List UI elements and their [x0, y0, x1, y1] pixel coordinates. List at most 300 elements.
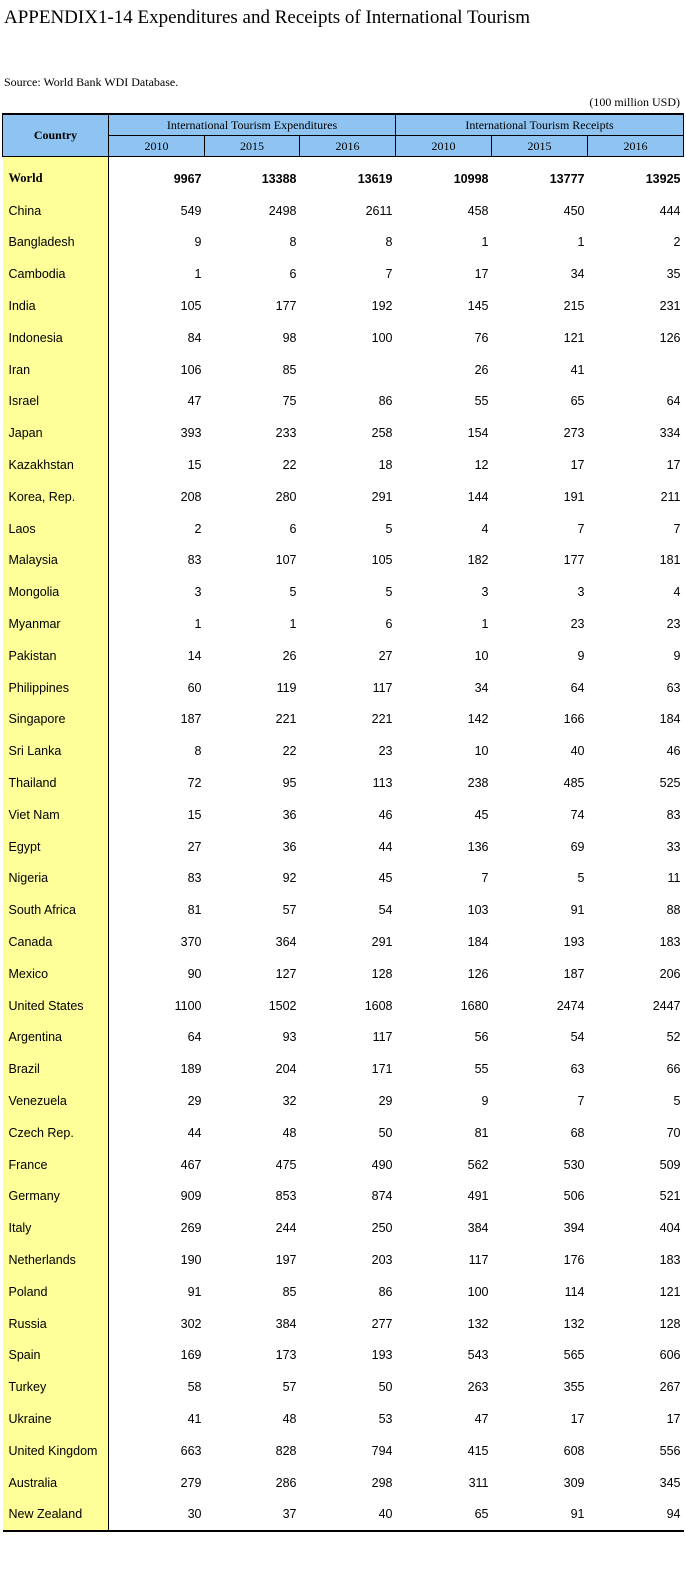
value-cell: 107 — [275, 553, 297, 568]
country-cell: Iran — [3, 354, 109, 386]
value-cell: 4 — [481, 521, 489, 536]
table-row — [3, 1053, 684, 1085]
table-row — [3, 157, 684, 195]
value-cell: 171 — [371, 1062, 393, 1077]
value-cell: 6 — [385, 617, 393, 632]
value-cell: 444 — [659, 203, 681, 218]
value-cell: 345 — [659, 1475, 681, 1490]
country-cell: Israel — [3, 386, 109, 418]
value-cell: 291 — [371, 489, 393, 504]
value-cell: 34 — [474, 680, 489, 695]
value-cell: 384 — [275, 1316, 297, 1331]
value-cell: 48 — [282, 1411, 297, 1426]
value-cell: 23 — [666, 617, 681, 632]
value-cell: 184 — [659, 712, 681, 727]
value-cell: 58 — [187, 1380, 202, 1395]
value-cell: 142 — [467, 712, 489, 727]
value-cell: 286 — [275, 1475, 297, 1490]
value-cell: 12 — [474, 458, 489, 473]
country-cell: Singapore — [3, 704, 109, 736]
value-cell: 113 — [372, 776, 393, 791]
country-cell: Myanmar — [3, 608, 109, 640]
table-row — [3, 1022, 684, 1054]
value-cell: 5 — [385, 585, 393, 600]
country-cell: Argentina — [3, 1022, 109, 1054]
value-cell: 173 — [275, 1348, 297, 1363]
value-cell: 14 — [187, 648, 202, 663]
value-cell: 106 — [180, 362, 202, 377]
value-cell: 91 — [570, 1507, 585, 1522]
year-header: 2010 — [396, 136, 492, 157]
table-row — [3, 704, 684, 736]
value-cell: 191 — [563, 489, 585, 504]
country-cell: Kazakhstan — [3, 449, 109, 481]
value-cell: 1502 — [268, 998, 297, 1013]
value-cell: 66 — [666, 1062, 681, 1077]
table-row — [3, 1467, 684, 1499]
table-row — [3, 417, 684, 449]
table-row — [3, 195, 684, 227]
value-cell: 606 — [659, 1348, 681, 1363]
value-cell: 7 — [673, 521, 681, 536]
value-cell: 50 — [378, 1380, 393, 1395]
value-cell: 1680 — [460, 998, 489, 1013]
country-cell: Spain — [3, 1339, 109, 1371]
value-cell: 126 — [659, 330, 681, 345]
value-cell: 467 — [180, 1157, 202, 1172]
table-row — [3, 449, 684, 481]
value-cell: 370 — [180, 935, 202, 950]
value-cell: 83 — [666, 807, 681, 822]
value-cell: 2611 — [365, 203, 393, 218]
value-cell: 93 — [282, 1030, 297, 1045]
country-cell: Laos — [3, 513, 109, 545]
table-row — [3, 1276, 684, 1308]
value-cell: 34 — [570, 267, 585, 282]
value-cell: 91 — [187, 1284, 202, 1299]
value-cell: 44 — [187, 1125, 202, 1140]
value-cell: 197 — [275, 1252, 297, 1267]
country-cell: United States — [3, 990, 109, 1022]
country-cell: Indonesia — [3, 322, 109, 354]
value-cell: 54 — [570, 1030, 585, 1045]
value-cell: 46 — [666, 744, 681, 759]
country-cell: World — [3, 157, 109, 195]
value-cell: 48 — [282, 1125, 297, 1140]
country-cell: Pakistan — [3, 640, 109, 672]
value-cell: 94 — [666, 1507, 681, 1522]
country-cell: Korea, Rep. — [3, 481, 109, 513]
value-cell: 105 — [180, 299, 202, 314]
value-cell: 3 — [194, 585, 202, 600]
value-cell: 126 — [467, 966, 489, 981]
value-cell: 128 — [371, 966, 393, 981]
value-cell: 355 — [563, 1380, 585, 1395]
country-cell: Venezuela — [3, 1085, 109, 1117]
value-cell: 9 — [577, 648, 585, 663]
value-cell: 15 — [187, 458, 202, 473]
value-cell: 30 — [187, 1507, 202, 1522]
value-cell: 63 — [666, 680, 681, 695]
value-cell: 55 — [474, 394, 489, 409]
year-header: 2010 — [109, 136, 205, 157]
country-cell: Philippines — [3, 672, 109, 704]
table-row — [3, 608, 684, 640]
value-cell: 6 — [289, 267, 297, 282]
year-header: 2016 — [300, 136, 396, 157]
value-cell: 63 — [570, 1062, 585, 1077]
value-cell: 565 — [563, 1348, 585, 1363]
value-cell: 121 — [659, 1284, 681, 1299]
value-cell: 393 — [180, 426, 202, 441]
source-note: Source: World Bank WDI Database. — [4, 75, 179, 89]
value-cell: 258 — [371, 426, 393, 441]
value-cell: 37 — [282, 1507, 297, 1522]
value-cell: 57 — [282, 1380, 297, 1395]
table-row — [3, 1181, 684, 1213]
table-row — [3, 1117, 684, 1149]
value-cell: 121 — [563, 330, 585, 345]
value-cell: 9 — [481, 1094, 489, 1108]
value-cell: 40 — [378, 1507, 393, 1522]
value-cell: 8 — [194, 744, 202, 759]
table-row — [3, 1371, 684, 1403]
value-cell: 92 — [282, 871, 297, 886]
value-cell: 166 — [563, 712, 585, 727]
value-cell: 27 — [187, 839, 202, 854]
value-cell: 250 — [371, 1221, 393, 1236]
value-cell: 33 — [666, 839, 681, 854]
table-row — [3, 640, 684, 672]
value-cell: 18 — [378, 458, 393, 473]
value-cell: 1 — [194, 267, 202, 282]
value-cell: 215 — [563, 299, 585, 314]
value-cell: 41 — [570, 362, 585, 377]
country-cell: Australia — [3, 1467, 109, 1499]
value-cell: 525 — [659, 776, 681, 791]
value-cell: 1100 — [174, 998, 202, 1013]
value-cell: 90 — [187, 966, 202, 981]
value-cell: 233 — [275, 426, 297, 441]
value-cell: 26 — [474, 362, 489, 377]
country-cell: Nigeria — [3, 863, 109, 895]
value-cell: 556 — [659, 1443, 681, 1458]
value-cell: 117 — [468, 1252, 489, 1267]
value-cell: 562 — [467, 1157, 489, 1172]
value-cell: 114 — [564, 1284, 585, 1299]
table-row — [3, 831, 684, 863]
value-cell: 450 — [563, 203, 585, 218]
country-cell: China — [3, 195, 109, 227]
value-cell: 154 — [467, 426, 489, 441]
value-cell: 105 — [371, 553, 393, 568]
value-cell: 36 — [282, 807, 297, 822]
value-cell: 8 — [289, 235, 297, 250]
value-cell: 273 — [563, 426, 585, 441]
value-cell: 231 — [659, 299, 681, 314]
value-cell: 334 — [659, 426, 681, 441]
value-cell: 608 — [563, 1443, 585, 1458]
value-cell: 909 — [180, 1189, 202, 1204]
value-cell: 204 — [275, 1062, 297, 1077]
value-cell: 9 — [194, 235, 202, 250]
value-cell: 136 — [467, 839, 489, 854]
value-cell: 45 — [474, 807, 489, 822]
value-cell: 98 — [282, 330, 297, 345]
value-cell: 117 — [372, 680, 393, 695]
value-cell: 81 — [474, 1125, 489, 1140]
value-cell: 132 — [467, 1316, 489, 1331]
table-row — [3, 322, 684, 354]
value-cell: 74 — [570, 807, 585, 822]
value-cell: 364 — [275, 935, 297, 950]
value-cell: 27 — [378, 648, 393, 663]
value-cell: 277 — [371, 1316, 393, 1331]
table-header — [3, 114, 684, 157]
value-cell: 64 — [187, 1030, 202, 1045]
value-cell: 10 — [474, 744, 489, 759]
value-cell: 40 — [570, 744, 585, 759]
value-cell: 45 — [378, 871, 393, 886]
value-cell: 190 — [180, 1252, 202, 1267]
table-row — [3, 481, 684, 513]
value-cell: 309 — [563, 1475, 585, 1490]
country-cell: Ukraine — [3, 1403, 109, 1435]
table-row — [3, 926, 684, 958]
table-row — [3, 258, 684, 290]
value-cell: 17 — [570, 1411, 585, 1426]
value-cell: 263 — [467, 1380, 489, 1395]
country-cell: Russia — [3, 1308, 109, 1340]
value-cell: 8 — [385, 235, 393, 250]
value-cell: 169 — [180, 1348, 202, 1363]
value-cell: 85 — [282, 1284, 297, 1299]
receipts-header: International Tourism Receipts — [396, 114, 684, 136]
table-body — [3, 157, 684, 1532]
value-cell: 6 — [289, 521, 297, 536]
value-cell: 23 — [378, 744, 393, 759]
value-cell: 47 — [187, 394, 202, 409]
value-cell: 76 — [474, 330, 489, 345]
value-cell: 509 — [659, 1157, 681, 1172]
year-header: 2015 — [205, 136, 300, 157]
value-cell: 181 — [659, 553, 681, 568]
value-cell: 1 — [577, 235, 585, 250]
country-cell: South Africa — [3, 894, 109, 926]
table-row — [3, 799, 684, 831]
value-cell: 65 — [570, 394, 585, 409]
country-cell: Czech Rep. — [3, 1117, 109, 1149]
country-cell: United Kingdom — [3, 1435, 109, 1467]
value-cell: 5 — [289, 585, 297, 600]
value-cell: 68 — [570, 1125, 585, 1140]
value-cell: 221 — [371, 712, 393, 727]
value-cell: 5 — [673, 1094, 681, 1108]
value-cell: 3 — [481, 585, 489, 600]
country-cell: Egypt — [3, 831, 109, 863]
value-cell: 70 — [666, 1125, 681, 1140]
value-cell: 9967 — [173, 171, 202, 186]
value-cell: 103 — [467, 903, 489, 918]
value-cell: 183 — [659, 935, 681, 950]
value-cell: 13388 — [261, 171, 297, 186]
value-cell: 187 — [180, 712, 202, 727]
value-cell — [300, 354, 396, 386]
value-cell: 64 — [570, 680, 585, 695]
value-cell: 506 — [563, 1189, 585, 1204]
table-row — [3, 386, 684, 418]
value-cell: 238 — [467, 776, 489, 791]
table-row — [3, 1339, 684, 1371]
value-cell: 60 — [187, 680, 202, 695]
country-cell: Thailand — [3, 767, 109, 799]
unit-note: (100 million USD) — [589, 95, 680, 109]
value-cell: 128 — [659, 1316, 681, 1331]
value-cell: 50 — [378, 1125, 393, 1140]
table-row — [3, 894, 684, 926]
value-cell: 17 — [666, 458, 681, 473]
country-cell: Poland — [3, 1276, 109, 1308]
value-cell: 22 — [282, 458, 297, 473]
country-cell: Sri Lanka — [3, 735, 109, 767]
value-cell: 206 — [659, 966, 681, 981]
table-row — [3, 1308, 684, 1340]
value-cell: 75 — [282, 394, 297, 409]
value-cell: 874 — [371, 1189, 393, 1204]
table-row — [3, 576, 684, 608]
value-cell: 2 — [194, 521, 202, 536]
value-cell: 81 — [187, 903, 202, 918]
value-cell: 69 — [570, 839, 585, 854]
value-cell: 184 — [467, 935, 489, 950]
value-cell: 13925 — [645, 171, 681, 186]
value-cell: 267 — [659, 1380, 681, 1395]
value-cell: 543 — [467, 1348, 489, 1363]
value-cell: 17 — [474, 267, 489, 282]
value-cell: 176 — [563, 1252, 585, 1267]
value-cell: 7 — [385, 267, 393, 282]
value-cell: 1608 — [364, 998, 393, 1013]
value-cell: 1 — [481, 235, 489, 250]
table-row — [3, 354, 684, 386]
value-cell: 17 — [570, 458, 585, 473]
value-cell: 17 — [666, 1411, 681, 1426]
value-cell: 13777 — [549, 171, 585, 186]
table-row — [3, 1403, 684, 1435]
value-cell: 29 — [378, 1094, 393, 1108]
value-cell: 46 — [378, 807, 393, 822]
table-row — [3, 1498, 684, 1531]
value-cell: 91 — [570, 903, 585, 918]
table-row — [3, 990, 684, 1022]
value-cell: 269 — [180, 1221, 202, 1236]
value-cell: 22 — [282, 744, 297, 759]
value-cell: 5 — [577, 871, 585, 886]
value-cell: 189 — [180, 1062, 202, 1077]
value-cell: 394 — [563, 1221, 585, 1236]
value-cell: 1 — [289, 617, 297, 632]
value-cell: 88 — [666, 903, 681, 918]
value-cell: 44 — [378, 839, 393, 854]
value-cell: 35 — [666, 267, 681, 282]
country-cell: Japan — [3, 417, 109, 449]
value-cell: 26 — [282, 648, 297, 663]
value-cell: 1 — [481, 617, 489, 632]
value-cell: 5 — [385, 521, 393, 536]
country-cell: France — [3, 1149, 109, 1181]
value-cell: 10998 — [453, 171, 489, 186]
value-cell: 7 — [577, 1094, 585, 1108]
value-cell: 415 — [467, 1443, 489, 1458]
table-row — [3, 1149, 684, 1181]
value-cell: 32 — [282, 1094, 297, 1108]
value-cell: 384 — [467, 1221, 489, 1236]
value-cell: 47 — [474, 1411, 489, 1426]
country-cell: New Zealand — [3, 1498, 109, 1531]
value-cell: 298 — [371, 1475, 393, 1490]
country-cell: Germany — [3, 1181, 109, 1213]
value-cell: 57 — [282, 903, 297, 918]
table-row — [3, 1085, 684, 1117]
value-cell: 29 — [187, 1094, 202, 1108]
value-cell: 144 — [467, 489, 489, 504]
value-cell: 86 — [378, 1284, 393, 1299]
value-cell: 41 — [187, 1411, 202, 1426]
page-title: APPENDIX1-14 Expenditures and Receipts of International Tourism — [4, 7, 530, 28]
value-cell: 72 — [187, 776, 202, 791]
value-cell: 9 — [673, 648, 681, 663]
value-cell: 85 — [282, 362, 297, 377]
value-cell: 187 — [563, 966, 585, 981]
value-cell: 404 — [659, 1221, 681, 1236]
table-row — [3, 227, 684, 259]
country-cell: Cambodia — [3, 258, 109, 290]
value-cell: 83 — [187, 553, 202, 568]
country-cell: Netherlands — [3, 1244, 109, 1276]
value-cell: 853 — [275, 1189, 297, 1204]
country-cell: Viet Nam — [3, 799, 109, 831]
value-cell: 55 — [474, 1062, 489, 1077]
table-row — [3, 863, 684, 895]
value-cell: 13619 — [357, 171, 393, 186]
value-cell: 794 — [371, 1443, 393, 1458]
table-row — [3, 290, 684, 322]
value-cell: 7 — [481, 871, 489, 886]
year-header: 2015 — [492, 136, 588, 157]
value-cell: 203 — [371, 1252, 393, 1267]
value-cell: 2498 — [268, 203, 297, 218]
value-cell: 183 — [659, 1252, 681, 1267]
table-row — [3, 672, 684, 704]
table-row — [3, 1244, 684, 1276]
value-cell: 1 — [194, 617, 202, 632]
value-cell: 95 — [282, 776, 297, 791]
tourism-table — [2, 113, 684, 1532]
table-row — [3, 767, 684, 799]
table-row — [3, 735, 684, 767]
value-cell: 280 — [275, 489, 297, 504]
value-cell: 11 — [667, 871, 681, 886]
value-cell: 54 — [378, 903, 393, 918]
value-cell: 182 — [467, 553, 489, 568]
value-cell: 549 — [180, 203, 202, 218]
value-cell: 86 — [378, 394, 393, 409]
country-cell: Turkey — [3, 1371, 109, 1403]
value-cell: 132 — [563, 1316, 585, 1331]
value-cell: 4 — [673, 585, 681, 600]
value-cell: 208 — [180, 489, 202, 504]
value-cell: 64 — [666, 394, 681, 409]
